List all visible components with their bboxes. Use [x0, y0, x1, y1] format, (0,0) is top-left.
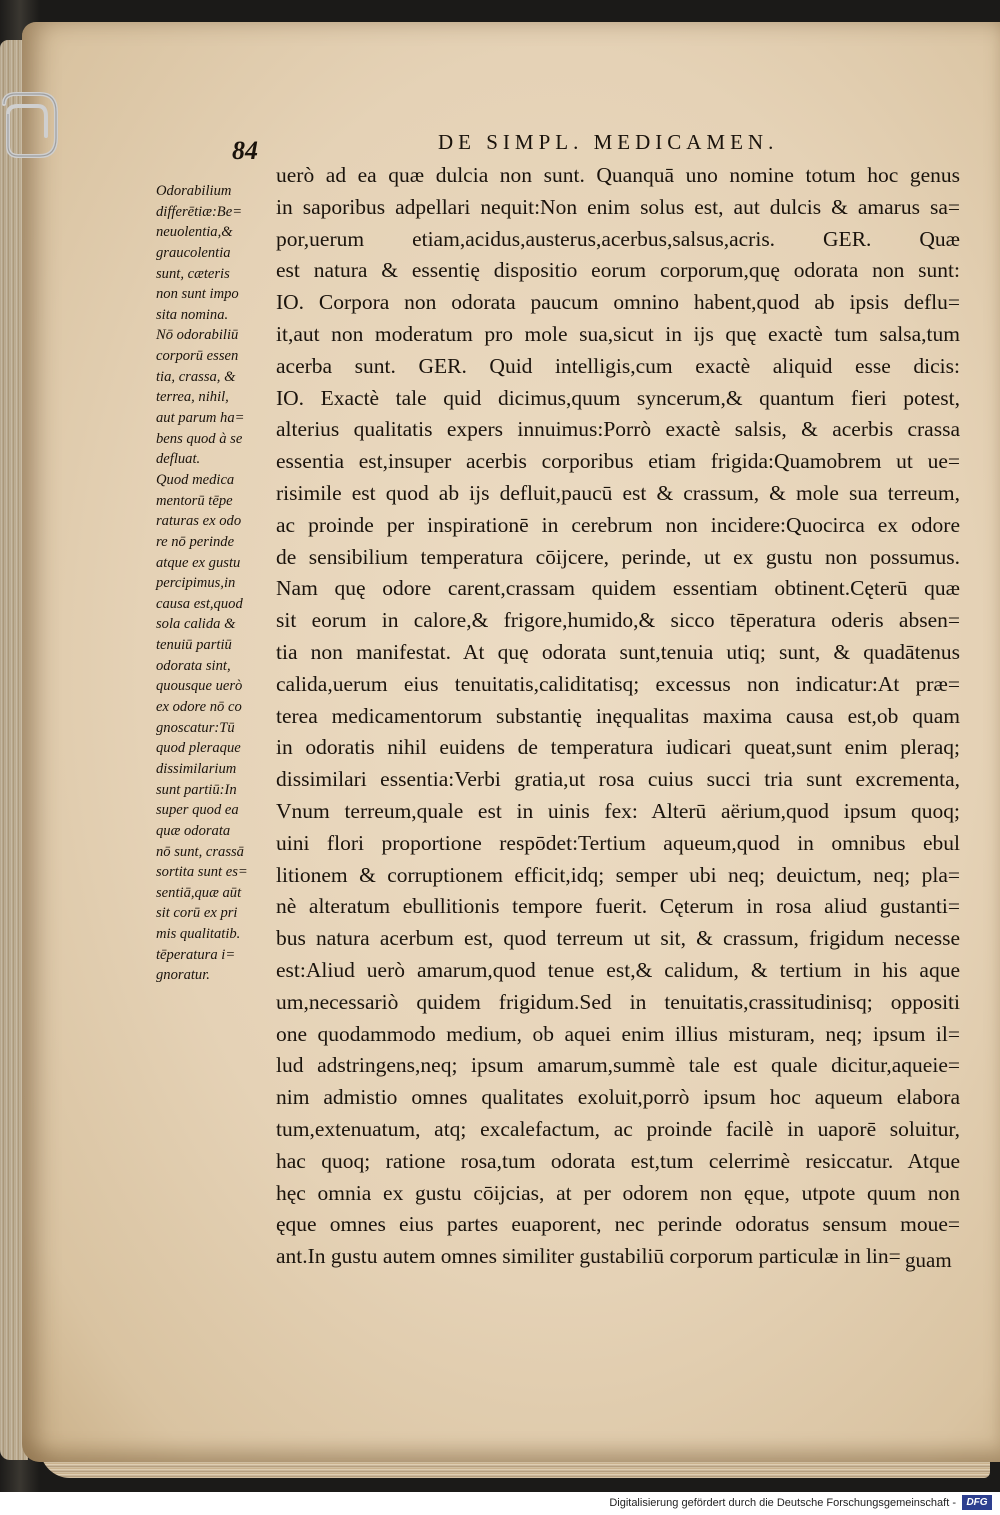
margin-note-line: Odorabilium [156, 183, 232, 199]
margin-note-line: dissimilarium [156, 760, 237, 777]
text-line: Vnum terreum,quale est in uinis fex: Alterū aërium,quod ipsum quoq; [276, 798, 960, 823]
margin-note-line: mentorū tēpe [156, 492, 233, 509]
text-line: de sensibilium temperatura cōijcere, perinde, ut ex gustu non possumus. [276, 544, 960, 569]
text-line: hac quoq; ratione rosa,tum odorata est,tum celerrimè resiccatur. Atque [276, 1148, 960, 1173]
text-line: ęque omnes eius partes euaporent, nec perinde odoratus sensum moue= [276, 1212, 960, 1237]
margin-note-line: re nō perinde [156, 533, 235, 550]
margin-note-line: ex odore nō co [156, 699, 242, 716]
text-line: tia non manifestat. At quę odorata sunt,tenuia utiq; sunt, & quadātenus [276, 639, 960, 664]
margin-note-line: corporū essen [156, 348, 239, 365]
text-line: ac proinde per inspirationē in cerebrum non incidere:Quocirca ex odore [276, 512, 960, 537]
text-line: terea medicamentorum substantię inęqualitas maxima causa est,ob quam [276, 703, 960, 728]
text-line: risimile est quod ab ijs defluit,paucū est & crassum, & mole sua terreum, [276, 480, 960, 505]
catchword: guam [905, 1248, 952, 1272]
text-line: in saporibus adpellari nequit:Non enim solus est, aut dulcis & amarus sa= [276, 194, 960, 219]
text-line: est natura & essentię dispositio eorum corporum,quę odorata non sunt: [276, 258, 960, 283]
text-line: dissimilari essentia:Verbi gratia,ut rosa cuius succi tria sunt excrementa, [276, 767, 960, 792]
text-line: it,aut non moderatum pro mole sua,sicut in ijs quę exactè tum salsa,tum [276, 321, 960, 346]
margin-note-line: odorata sint, [156, 657, 231, 674]
margin-note-line: Nō odorabiliū [156, 327, 239, 344]
text-line: por,uerum etiam,acidus,austerus,acerbus,salsus,acris. GER. Quæ [276, 226, 960, 251]
margin-note-line: quod pleraque [156, 740, 241, 757]
margin-note-line: causa est,quod [156, 595, 243, 612]
margin-note-line: super quod ea [156, 802, 239, 819]
text-line: litionem & corruptionem efficit,idq; semper ubi neq; deuictum, neq; pla= [276, 862, 960, 887]
margin-note-line: percipimus,in [156, 575, 236, 592]
text-line: alterius qualitatis expers innuimus:Porrò exactè salsis, & acerbis crassa [276, 417, 960, 442]
text-line: est:Aliud uerò amarum,quod tenue est,& calidum, & tertium in his aque [276, 957, 960, 982]
text-line: nè alteratum ebullitionis tempore fuerit. Cęterum in rosa aliud gustanti= [276, 894, 960, 919]
text-line: bus natura acerbum est, quod terreum ut sit, & crassum, frigidum necesse [276, 926, 960, 951]
margin-note-line: sita nomina. [156, 306, 229, 323]
margin-note-line: quousque uerò [156, 678, 243, 695]
margin-note-line: gnoratur. [156, 967, 210, 984]
margin-note-line: bens quod à se [156, 430, 243, 447]
margin-note-line: mis qualitatib. [156, 926, 241, 943]
margin-note-line: sortita sunt es= [156, 864, 248, 881]
text-line: IO. Exactè tale quid dicimus,quum syncerum,& quantum fieri potest, [276, 385, 960, 410]
margin-note-line: tia, crassa, & [156, 368, 236, 385]
margin-note-line: quæ odorata [156, 822, 231, 839]
margin-note-line: tenuiū partiū [156, 637, 232, 654]
margin-note-line: gnoscatur:Tū [156, 719, 235, 736]
margin-note-line: sola calida & [156, 616, 236, 633]
margin-note-line: neuolentia,& [156, 224, 233, 241]
dfg-logo-icon: DFG [962, 1495, 992, 1510]
margin-note-line: sunt, cæteris [156, 265, 230, 282]
footer-bar [0, 1492, 1000, 1515]
margin-note-line: tēperatura i= [156, 946, 236, 963]
text-line: um,necessariò quidem frigidum.Sed in tenuitatis,crassitudinisq; oppositi [276, 989, 960, 1014]
paper-clip-icon [0, 90, 62, 162]
text-line: acerba sunt. GER. Quid intelligis,cum exactè aliquid esse dicis: [276, 353, 960, 378]
text-line: sit eorum in calore,& frigore,humido,& sicco tēperatura oderis absen= [276, 608, 960, 633]
text-line: uini flori proportione respōdet:Tertium aqueum,quod in omnibus ebul [276, 830, 960, 855]
margin-notes [156, 181, 274, 986]
margin-note-line: sunt partiū:In [156, 781, 237, 798]
text-line: essentia est,insuper acerbis corporibus etiam frigida:Quamobrem ut ue= [276, 449, 960, 474]
margin-note-line: differētiæ:Be= [156, 203, 243, 220]
footer-credit: Digitalisierung gefördert durch die Deutsche Forschungsgemeinschaft - [609, 1497, 956, 1509]
text-line: one quodammodo medium, ob aquei enim illius misturam, neq; ipsum il= [276, 1021, 960, 1046]
text-line: tum,extenuatum, atq; excalefactum, ac proinde facilè in uaporē soluitur, [276, 1116, 960, 1141]
text-line: lud adstringens,neq; ipsum amarum,summè tale est quale dicitur,aqueie= [276, 1053, 960, 1078]
running-head: DE SIMPL. MEDICAMEN. [438, 130, 779, 154]
margin-note-line: non sunt impo [156, 286, 239, 303]
margin-note-line: atque ex gustu [156, 554, 241, 571]
margin-note-line: Quod medica [156, 471, 235, 488]
margin-note-line: raturas ex odo [156, 513, 242, 530]
margin-note-line: nō sunt, crassā [156, 843, 244, 860]
text-line: calida,uerum eius tenuitatis,caliditatisq; excessus non indicatur:At præ= [276, 671, 960, 696]
text-line: uerò ad ea quæ dulcia non sunt. Quanquā uno nomine totum hoc genus [276, 163, 960, 187]
margin-note-line: graucolentia [156, 244, 231, 261]
text-line: IO. Corpora non odorata paucum omnino habent,quod ab ipsis deflu= [276, 290, 960, 315]
margin-note-line: sentiā,quæ aūt [156, 884, 242, 901]
text-line: nim admistio omnes qualitates exoluit,porrò ipsum hoc aqueum elabora [276, 1085, 960, 1110]
main-text-block [276, 160, 960, 1273]
text-line: in odoratis nihil euidens de temperatura iudicari queat,sunt enim pleraq; [276, 735, 960, 760]
page-number: 84 [232, 136, 258, 165]
margin-note-line: terrea, nihil, [156, 389, 229, 406]
text-line: hęc omnia ex gustu cōijcias, at per odorem non ęque, utpote quum non [276, 1180, 960, 1205]
margin-note-line: sit corū ex pri [156, 905, 238, 922]
text-line: ant.In gustu autem omnes similiter gustabiliū corporum particulæ in lin= [276, 1244, 901, 1269]
margin-note-line: aut parum ha= [156, 410, 245, 427]
margin-note-line: defluat. [156, 451, 201, 468]
text-line: Nam quę odore carent,crassam quidem essentiam obtinent.Cęterū quæ [276, 576, 960, 601]
